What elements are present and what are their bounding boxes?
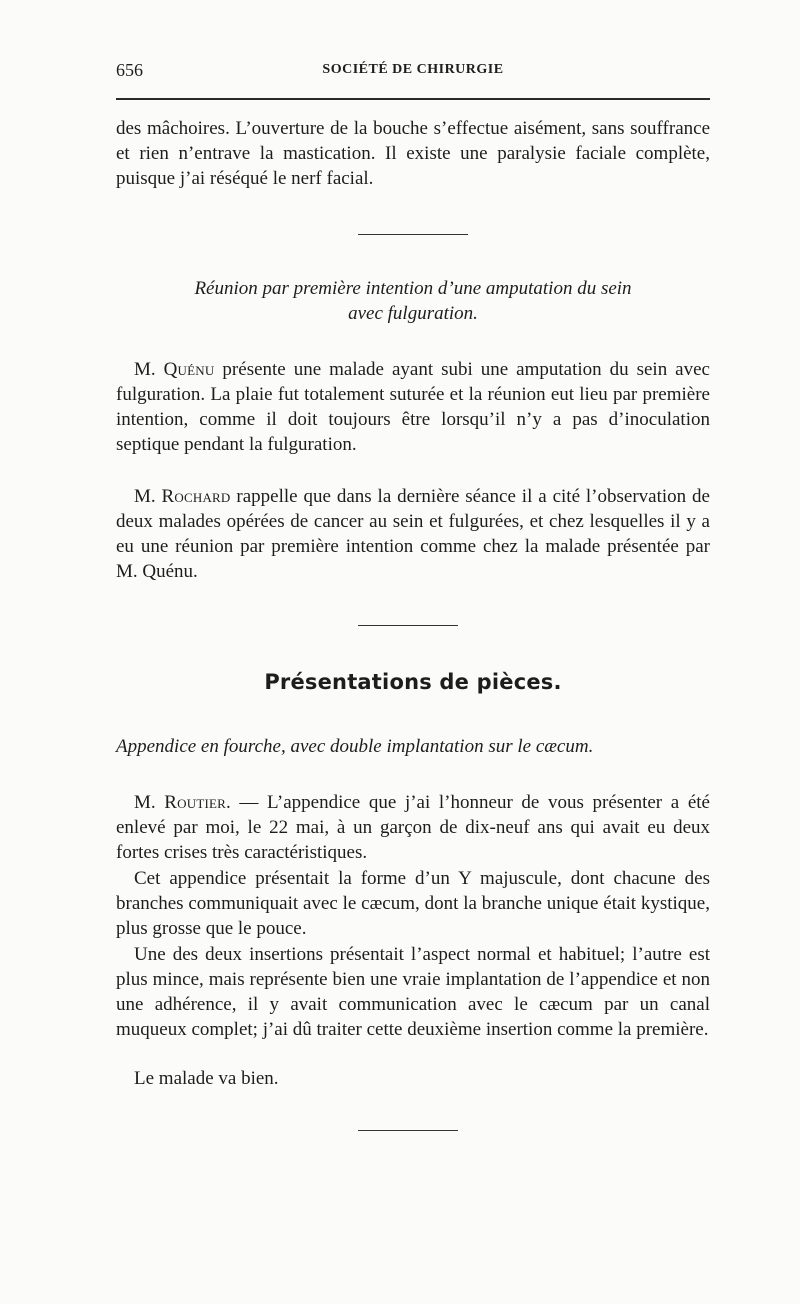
section-title-line-1: Réunion par première intention d’une amputation du sein — [194, 278, 632, 299]
page-header — [116, 60, 710, 84]
header-rule — [116, 98, 710, 100]
page-number: 656 — [116, 60, 143, 80]
heading-presentations: Présentations de pièces. — [264, 670, 562, 694]
section-title-reunion — [116, 276, 710, 326]
paragraph-cet-appendice: Cet appendice présentait la forme d’un Y majuscule, dont chacune des branches communiquait avec le cæcum, dont la branche unique était kystique, plus grosse que le pouce. — [116, 868, 710, 939]
lead-m: M. — [134, 359, 164, 380]
section-separator — [358, 625, 458, 626]
speaker-rochard: Rochard — [161, 486, 231, 507]
paragraph-rochard-text: rappelle que dans la dernière séance il a cité l’observation de deux malades opérées de cancer au sein et fulgurées, et chez lesquelles il y a eu une réunion par première intention comme chez la malade présentée par M. Quénu. — [116, 486, 710, 582]
lead-m: M. — [134, 486, 162, 507]
speaker-quenu: Quénu — [163, 359, 215, 380]
section-separator — [358, 1130, 458, 1131]
speaker-routier: Routier — [164, 792, 227, 813]
lead-m: M. — [134, 792, 165, 813]
subtitle-appendice: Appendice en fourche, avec double implantation sur le cæcum. — [116, 736, 594, 757]
paragraph-quenu-text: présente une malade ayant subi une amputation du sein avec fulguration. La plaie fut totalement suturée et la réunion eut lieu par première intention, comme il doit toujours être lorsqu’il n’y a pas d’inoculation septique pendant la fulguration. — [116, 359, 710, 455]
opening-paragraph: des mâchoires. L’ouverture de la bouche s’effectue aisément, sans souffrance et rien n’entrave la mastication. Il existe une paralysie faciale complète, puisque j’ai réséqué le nerf facial. — [116, 118, 710, 189]
running-title: SOCIÉTÉ DE CHIRURGIE — [322, 62, 504, 77]
paragraph-rochard — [116, 484, 710, 584]
paragraph-une-des-deux: Une des deux insertions présentait l’aspect normal et habituel; l’autre est plus mince, mais représente bien une vraie implantation de l’appendice et non une adhérence, il y avait communication avec le cæcum par un canal muqueux complet; j’ai dû traiter cette deuxième insertion comme la première. — [116, 944, 710, 1040]
paragraph-routier-text: . — L’appendice que j’ai l’honneur de vous présenter a été enlevé par moi, le 22 mai, à un garçon de dix-neuf ans qui avait eu deux fortes crises très caractéristiques. — [116, 792, 710, 863]
paragraph-quenu — [116, 357, 710, 457]
section-title-line-2: avec fulguration. — [348, 303, 478, 324]
paragraph-routier — [116, 790, 710, 865]
paragraph-malade: Le malade va bien. — [134, 1068, 279, 1089]
section-separator — [358, 234, 468, 235]
